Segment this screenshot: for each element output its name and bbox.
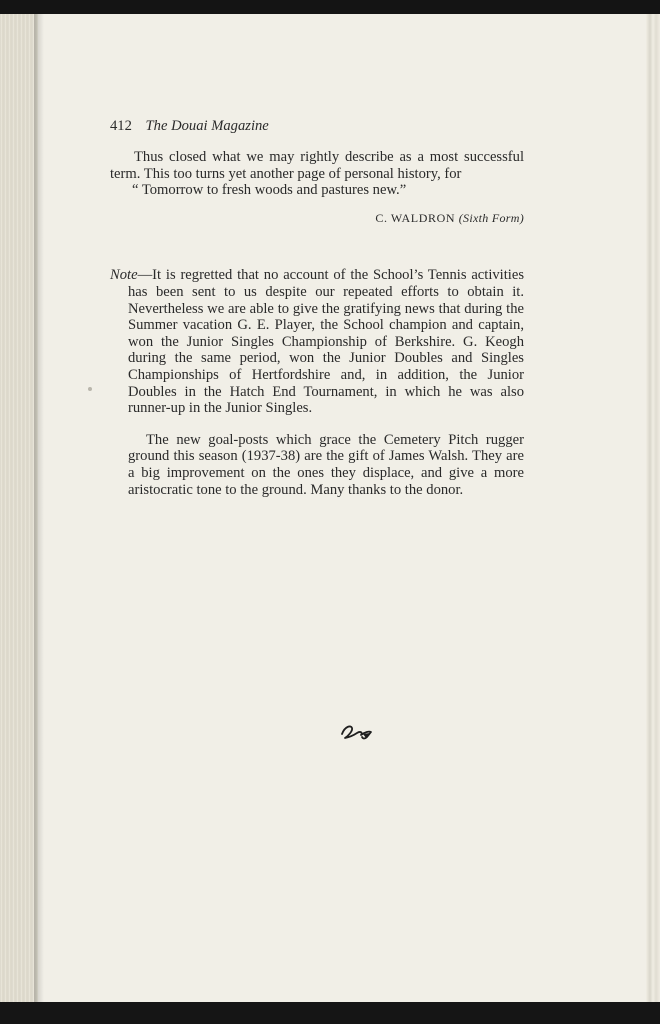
note-label: Note: [110, 267, 138, 284]
author-signature: [110, 210, 524, 227]
note-text: —It is regretted that no account of the School’s Tennis activities has been sent to us despite our repeated efforts to obtain it. Nevertheless we are able to give the gratifying news that during the Summer vacation G. E. Player, the School champion and captain, won the Junior Singles Championship of Berkshire. G. Keogh during the same period, won the Junior Doubles and Singles Championships of Hertfordshire and, in addition, the Junior Doubles in the Hatch End Tournament, in which he was also runner-up in the Junior Singles.: [128, 267, 524, 417]
spine-shadow: [34, 14, 44, 1004]
paper-speck: [88, 387, 92, 391]
tennis-note: [110, 267, 524, 416]
running-head: [110, 118, 524, 135]
magazine-title: The Douai Magazine: [145, 118, 269, 134]
closing-paragraph: Thus closed what we may rightly describe as a most successful term. This too turns yet another page of personal history, for: [110, 149, 524, 182]
milton-quote: “ Tomorrow to fresh woods and pastures new.”: [132, 182, 407, 199]
author-form: (Sixth Form): [458, 210, 524, 225]
scanner-border-bottom: [0, 1002, 660, 1024]
goalposts-paragraph: The new goal-posts which grace the Cemetery Pitch rugger ground this season (1937-38) are the gift of James Walsh. They are a big improvement on the ones they displace, and give a more aristocratic tone to the ground. Many thanks to the donor.: [128, 431, 524, 498]
author-name: C. WALDRON: [375, 210, 456, 225]
hand-drawn-flourish-icon: [339, 722, 373, 742]
page-number: 412: [110, 118, 132, 134]
page-content: [110, 118, 524, 498]
right-page-edge: [646, 14, 660, 1004]
